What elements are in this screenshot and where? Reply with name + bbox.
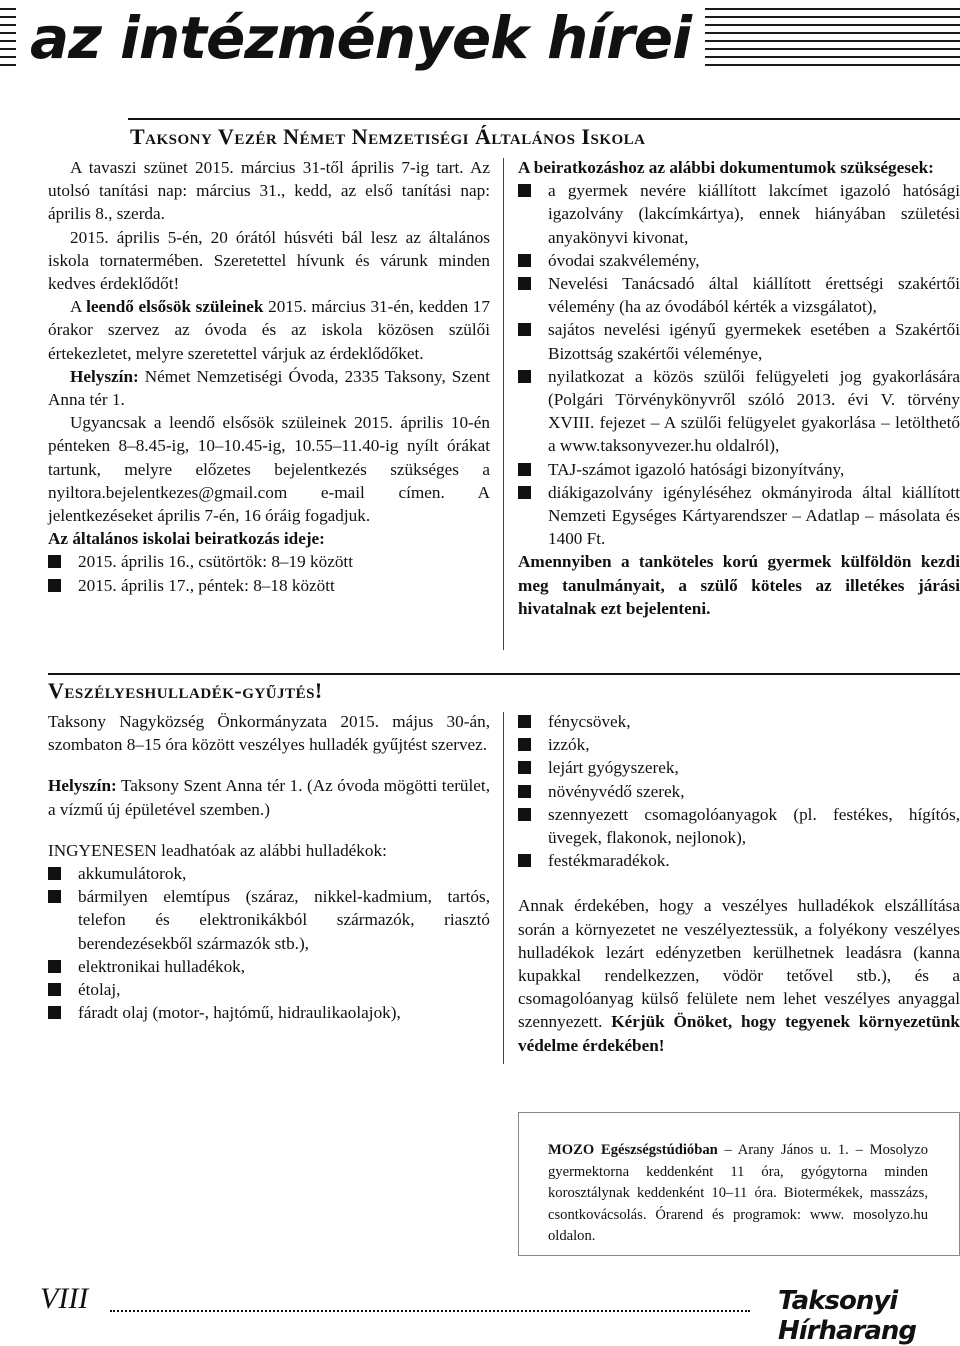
list-item: fénycsövek, xyxy=(518,710,960,733)
publication-logo: Taksonyi Hírharang xyxy=(778,1286,917,1346)
waste-left-column xyxy=(48,710,490,1024)
header-band xyxy=(0,0,960,90)
enroll-dates-list xyxy=(48,550,490,596)
docs-note: Amennyiben a tanköteles korú gyermek külföldön kezdi meg tanulmányait, a szülő köteles az illetékes járási hivatalnak ezt bejelenteni. xyxy=(518,552,960,618)
paragraph: Taksony Nagyközség Önkormányzata 2015. május 30-án, szombaton 8–15 óra között veszélyes hulladék gyűjtést szervez. xyxy=(48,712,490,755)
list-item: nyilatkozat a közös szülői felügyeleti jog gyakorlására (Polgári Törvénykönyvről szóló 2013. évi V. törvény XVIII. fejezet – A szülői felügyelet gyakorlása – letölthető a www.taksonyvezer.hu oldalról), xyxy=(518,365,960,458)
ad-text: MOZO Egészségstúdióban – Arany János u. 1. – Mosolyzo gyermektorna keddenként 11 óra, gyógytorna minden korosztálynak keddenként 10–11 óra. Biotermékek, masszázs, csontkovácsolás. Órarend és programok: www. mosolyzo.hu oldalon. xyxy=(548,1142,928,1244)
paragraph: Helyszín: Taksony Szent Anna tér 1. (Az óvoda mögötti terület, a vízmű új épületével szemben.) xyxy=(48,776,490,819)
footer-dotted-line xyxy=(110,1292,750,1312)
list-item: sajátos nevelési igényű gyermekek esetében a Szakértői Bizottság szakértői véleménye, xyxy=(518,318,960,364)
list-item: 2015. április 17., péntek: 8–18 között xyxy=(48,574,490,597)
page-number: VIII xyxy=(40,1282,89,1315)
closing-paragraph: Annak érdekében, hogy a veszélyes hulladékok elszállítása során a környezetet ne veszélyeztessük, a folyékony veszélyes hulladékok lezárt edényzetben kerülhetnek leadásra (kanna kupakkal rendelkezzen, vödör tetővel stb.), és a csomagolóanyag külső felülete nem lehet veszélyes anyaggal szennyezett. Kérjük Önöket, hogy tegyenek környezetünk védelme érdekében! xyxy=(518,896,960,1055)
waste-heading: Veszélyeshulladék-gyűjtés! xyxy=(48,678,323,703)
list-item: lejárt gyógyszerek, xyxy=(518,756,960,779)
school-heading: Taksony Vezér Német Nemzetiségi Általános Iskola xyxy=(130,124,646,149)
paragraph: INGYENESEN leadhatóak az alábbi hulladékok: xyxy=(48,840,387,860)
docs-title: A beiratkozáshoz az alábbi dokumentumok szükségesek: xyxy=(518,158,934,177)
paragraph: A tavaszi szünet 2015. március 31-től április 7-ig tart. Az utolsó tanítási nap: március 31., kedd, az első tanítási nap: április 8., szerda. xyxy=(48,158,490,224)
docs-list xyxy=(518,179,960,550)
list-item: a gyermek nevére kiállított lakcímet igazoló hatósági igazolvány (lakcímkártya), ennek hiányában születési anyakönyvi kivonat, xyxy=(518,179,960,249)
section-rule xyxy=(128,118,960,120)
waste-list-right xyxy=(518,710,960,872)
list-item: óvodai szakvélemény, xyxy=(518,249,960,272)
list-item: diákigazolvány igényléséhez okmányiroda által kiállított Nemzeti Egységes Kártyarendszer – Adatlap – másolata és 1400 Ft. xyxy=(518,481,960,551)
list-item: izzók, xyxy=(518,733,960,756)
section-rule xyxy=(48,673,960,675)
paragraph: A leendő elsősök szüleinek 2015. március 31-én, kedden 17 órakor szervez az óvoda és az iskola közösen szülői értekezletet, melyre szeretettel várjuk az érdeklődőket. xyxy=(48,297,490,363)
paragraph: 2015. április 5-én, 20 órától húsvéti bál lesz az általános iskola tornatermében. Szeretettel hívunk és várunk minden kedves érdeklődőt! xyxy=(48,227,490,294)
column-divider xyxy=(503,158,504,650)
list-item: növényvédő szerek, xyxy=(518,780,960,803)
school-left-column xyxy=(48,156,490,597)
page-title: az intézmények hírei xyxy=(16,0,705,78)
column-divider xyxy=(503,712,504,1064)
list-item: 2015. április 16., csütörtök: 8–19 között xyxy=(48,550,490,573)
paragraph: Helyszín: Német Nemzetiségi Óvoda, 2335 Taksony, Szent Anna tér 1. xyxy=(48,366,490,410)
list-item: elektronikai hulladékok, xyxy=(48,955,490,978)
enroll-title: Az általános iskolai beiratkozás ideje: xyxy=(48,529,325,549)
list-item: TAJ-számot igazoló hatósági bizonyítvány, xyxy=(518,458,960,481)
school-right-column xyxy=(518,156,960,620)
list-item: fáradt olaj (motor-, hajtómű, hidraulikaolajok), xyxy=(48,1001,490,1024)
list-item: festékmaradékok. xyxy=(518,849,960,872)
list-item: szennyezett csomagolóanyagok (pl. festékes, hígítós, üvegek, flakonok, nejlonok), xyxy=(518,803,960,849)
waste-list-left xyxy=(48,862,490,1024)
waste-right-column xyxy=(518,710,960,1057)
list-item: Nevelési Tanácsadó által kiállított érettségi szakértői vélemény (ha az óvodából kérték a vizsgálatot), xyxy=(518,272,960,318)
list-item: bármilyen elemtípus (száraz, nikkel-kadmium, tartós, telefon és elektronikákból származók, riasztó berendezésekből származók stb.), xyxy=(48,885,490,955)
paragraph: Ugyancsak a leendő elsősök szüleinek 2015. április 10-én pénteken 8–8.45-ig, 10–10.45-ig, 10.55–11.40-ig nyílt órákat tartunk, melyre előzetes bejelentkezés szükséges a nyiltora.bejelentkezes@gmail.com e-mail címen. A jelentkezéseket április 7-én, 16 óráig fogadjuk. xyxy=(48,413,490,526)
list-item: étolaj, xyxy=(48,978,490,1001)
list-item: akkumulátorok, xyxy=(48,862,490,885)
